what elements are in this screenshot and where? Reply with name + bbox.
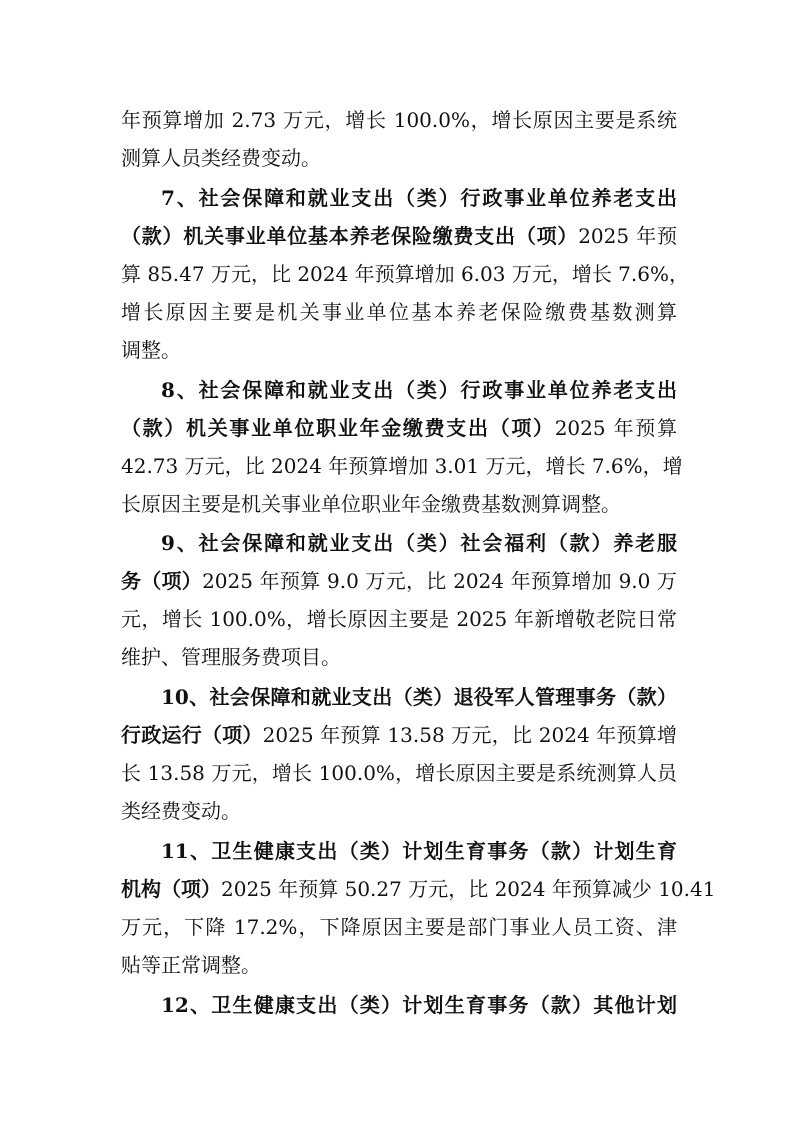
text-line: 增长原因主要是机关事业单位基本养老保险缴费基数测算 (121, 300, 677, 324)
text-line: 算 85.47 万元，比 2024 年预算增加 6.03 万元，增长 7.6%， (121, 262, 689, 286)
item-7-heading: 7、社会保障和就业支出（类）行政事业单位养老支出 (161, 186, 677, 210)
item-10-heading: 10、社会保障和就业支出（类）退役军人管理事务（款） (161, 685, 677, 709)
text-line: （款）机关事业单位职业年金缴费支出（项）2025 年预算 (121, 416, 677, 440)
text-line: 机构（项）2025 年预算 50.27 万元，比 2024 年预算减少 10.41 (121, 877, 716, 901)
text-line: 调整。 (121, 338, 181, 362)
item-9-heading: 9、社会保障和就业支出（类）社会福利（款）养老服 (161, 531, 677, 555)
text-line: 务（项）2025 年预算 9.0 万元，比 2024 年预算增加 9.0 万 (121, 569, 677, 593)
item-12-heading: 12、卫生健康支出（类）计划生育事务（款）其他计划 (161, 993, 677, 1017)
text-line: 长原因主要是机关事业单位职业年金缴费基数测算调整。 (121, 492, 621, 516)
text-line: （款）机关事业单位基本养老保险缴费支出（项）2025 年预 (121, 224, 678, 248)
text-line: 42.73 万元，比 2024 年预算增加 3.01 万元，增长 7.6%，增 (121, 454, 683, 478)
text-line: 测算人员类经费变动。 (121, 146, 321, 170)
item-11-heading: 11、卫生健康支出（类）计划生育事务（款）计划生育 (161, 839, 677, 863)
text-line: 维护、管理服务费项目。 (121, 645, 341, 669)
text-line: 长 13.58 万元，增长 100.0%，增长原因主要是系统测算人员 (121, 761, 677, 785)
item-8-heading: 8、社会保障和就业支出（类）行政事业单位养老支出 (161, 378, 677, 402)
text-line: 行政运行（项）2025 年预算 13.58 万元，比 2024 年预算增 (121, 723, 677, 747)
text-line: 元，增长 100.0%，增长原因主要是 2025 年新增敬老院日常 (121, 607, 677, 631)
text-line: 年预算增加 2.73 万元，增长 100.0%，增长原因主要是系统 (121, 108, 677, 132)
text-line: 万元，下降 17.2%，下降原因主要是部门事业人员工资、津 (121, 915, 677, 939)
text-line: 贴等正常调整。 (121, 953, 261, 977)
text-line: 类经费变动。 (121, 799, 241, 823)
